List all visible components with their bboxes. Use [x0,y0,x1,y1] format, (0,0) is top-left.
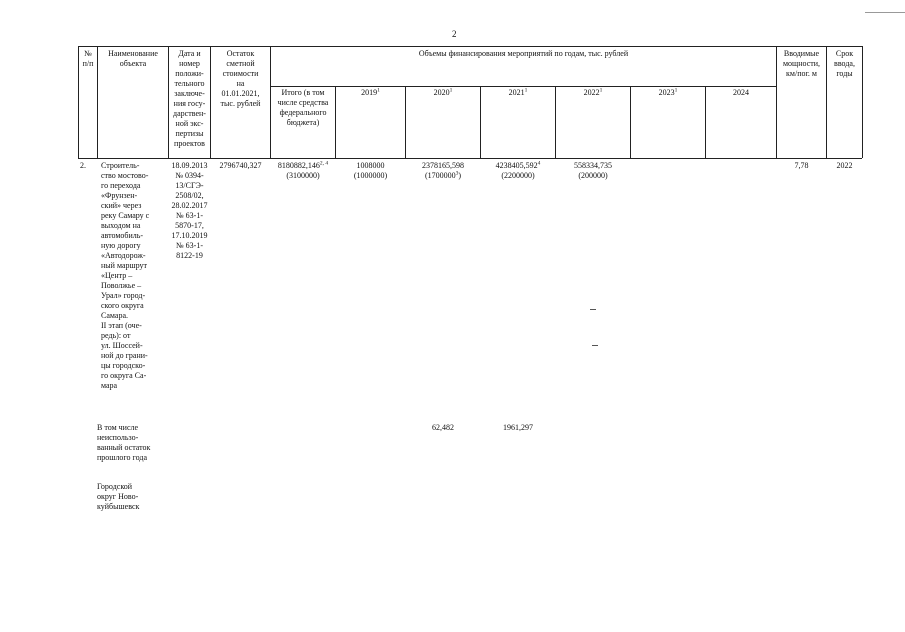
header-year-2021: 2021$^1$ [508,87,528,97]
subrow-unused-2020: 62,482 [432,423,454,432]
header-number: № п/п [82,49,94,68]
row-expertise-date: 18.09.2013 № 0394- 13/СГЭ- 2508/02, 28.02.2017 № 63-1- 5870-17, 17.10.2019 № 63-1- 8122-19 [171,161,208,260]
row-balance: 2796740,327 [219,161,262,170]
header-year-2020: 2020$^1$ [433,87,453,97]
header-total: Итого (в том числе средства федерального бюджета) [277,88,329,127]
row-year-2019: 1008000 (1000000) [353,161,388,180]
scan-artifact [590,309,596,310]
scan-artifact [592,345,598,346]
header-year-2024: 2024 [733,88,749,97]
header-balance: Остаток сметной стоимости на 01.01.2021, тыс. рублей [220,49,261,108]
header-capacity: Вводимые мощности, км/пог. м [782,49,821,78]
row-capacity: 7,78 [794,161,809,170]
header-financing: Объемы финансирования мероприятий по годам, тыс. рублей [418,49,629,58]
row-total: 8180882,146$^{2, 4}$ (3100000) [277,160,329,180]
header-year-2019: 2019$^1$ [361,87,380,97]
header-term: Срок ввода, годы [834,49,855,78]
header-year-2022: 2022$^1$ [583,87,603,97]
header-year-2023: 2023$^1$ [658,87,678,97]
corner-mark [865,0,905,13]
page-number: 2 [452,29,457,39]
row-year-2021: 4238405,592$^4$ (2200000) [495,160,541,180]
subrow-unused-2021: 1961,297 [503,423,533,432]
row-year-2022: 558334,735 (200000) [574,161,612,180]
row-year-2020: 2378165,598 (1700000$^3$) [422,161,464,180]
row-term: 2022 [836,161,853,170]
row-object-name: Строитель- ство мостово- го перехода «Фрунзен- ский» через реку Самару с выходом на автомобиль- ную дорогу «Автодорож- ный маршрут «Центр – Поволжье – Урал» город- ского округа Самара. II этап (оче- редь): от ул. Шоссей- ной до грани- цы городско- го округа Са- мара [101,161,150,390]
row-number: 2. [80,161,86,170]
subrow-unused-balance: В том числе неиспользо- ванный остаток прошлого года [97,423,151,462]
header-object-name: Наименование объекта [108,49,158,68]
subrow-novokuybyshevsk: Городской округ Ново- куйбышевск [97,482,140,511]
header-expertise-date: Дата и номер положи- тельного заключе- ния госу- дарствен- ной экс- пертизы проектов [173,49,206,148]
